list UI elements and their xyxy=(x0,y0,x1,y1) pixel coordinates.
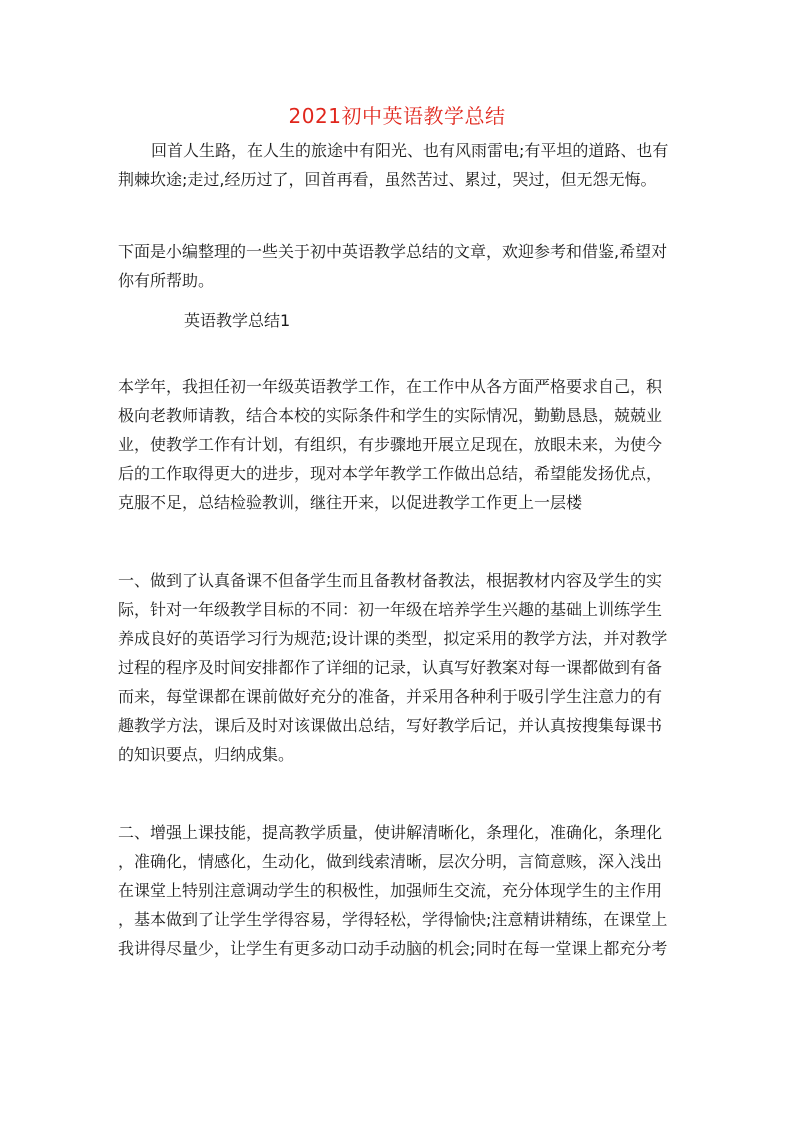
preface-line-1: 下面是小编整理的一些关于初中英语教学总结的文章，欢迎参考和借鉴,希望对 xyxy=(118,242,668,261)
document-title: 2021初中英语教学总结 xyxy=(288,104,506,128)
paragraph-3-line-4: ，基本做到了让学生学得容易，学得轻松，学得愉快;注意精讲精练，在课堂上 xyxy=(118,910,668,929)
paragraph-1-line-5: 克服不足，总结检验教训，继往开来，以促进教学工作更上一层楼 xyxy=(118,493,583,512)
paragraph-2-line-3: 养成良好的英语学习行为规范;设计课的类型，拟定采用的教学方法，并对教学 xyxy=(118,629,668,648)
paragraph-2-line-5: 而来，每堂课都在课前做好充分的准备，并采用各种利于吸引学生注意力的有 xyxy=(118,687,663,706)
preface-line-2: 你有所帮助。 xyxy=(118,271,215,290)
paragraph-3 xyxy=(118,818,678,963)
paragraph-1 xyxy=(118,372,678,517)
paragraph-2 xyxy=(118,566,678,769)
paragraph-1-line-2: 极向老教师请教，结合本校的实际条件和学生的实际情况，勤勤恳恳，兢兢业 xyxy=(118,406,663,425)
paragraph-2-line-2: 际，针对一年级教学目标的不同：初一年级在培养学生兴趣的基础上训练学生 xyxy=(118,600,663,619)
paragraph-1-line-1: 本学年，我担任初一年级英语教学工作，在工作中从各方面严格要求自己，积 xyxy=(118,377,663,396)
paragraph-3-line-5: 我讲得尽量少，让学生有更多动口动手动脑的机会;同时在每一堂课上都充分考 xyxy=(118,939,668,958)
paragraph-1-line-4: 后的工作取得更大的进步，现对本学年教学工作做出总结，希望能发扬优点， xyxy=(118,464,663,483)
preface-paragraph xyxy=(118,237,678,295)
paragraph-2-line-4: 过程的程序及时间安排都作了详细的记录，认真写好教案对每一课都做到有备 xyxy=(118,658,663,677)
intro-paragraph xyxy=(118,136,678,194)
paragraph-2-line-7: 的知识要点，归纳成集。 xyxy=(118,745,295,764)
section-subheading: 英语教学总结1 xyxy=(184,311,291,330)
paragraph-3-line-3: 在课堂上特别注意调动学生的积极性，加强师生交流，充分体现学生的主作用 xyxy=(118,881,663,900)
intro-line-2: 荆棘坎途;走过,经历过了，回首再看，虽然苦过、累过，哭过，但无怨无悔。 xyxy=(118,170,657,189)
paragraph-1-line-3: 业，使教学工作有计划，有组织，有步骤地开展立足现在，放眼未来，为使今 xyxy=(118,435,663,454)
paragraph-2-line-6: 趣教学方法，课后及时对该课做出总结，写好教学后记，并认真按搜集每课书 xyxy=(118,716,663,735)
intro-line-1: 回首人生路，在人生的旅途中有阳光、也有风雨雷电;有平坦的道路、也有 xyxy=(151,141,669,160)
paragraph-3-line-1: 二、增强上课技能，提高教学质量，使讲解清晰化，条理化，准确化，条理化 xyxy=(118,823,663,842)
paragraph-2-line-1: 一、做到了认真备课不但备学生而且备教材备教法，根据教材内容及学生的实 xyxy=(118,571,663,590)
paragraph-3-line-2: ，准确化，情感化，生动化，做到线索清晰，层次分明，言简意赅，深入浅出 xyxy=(118,852,663,871)
